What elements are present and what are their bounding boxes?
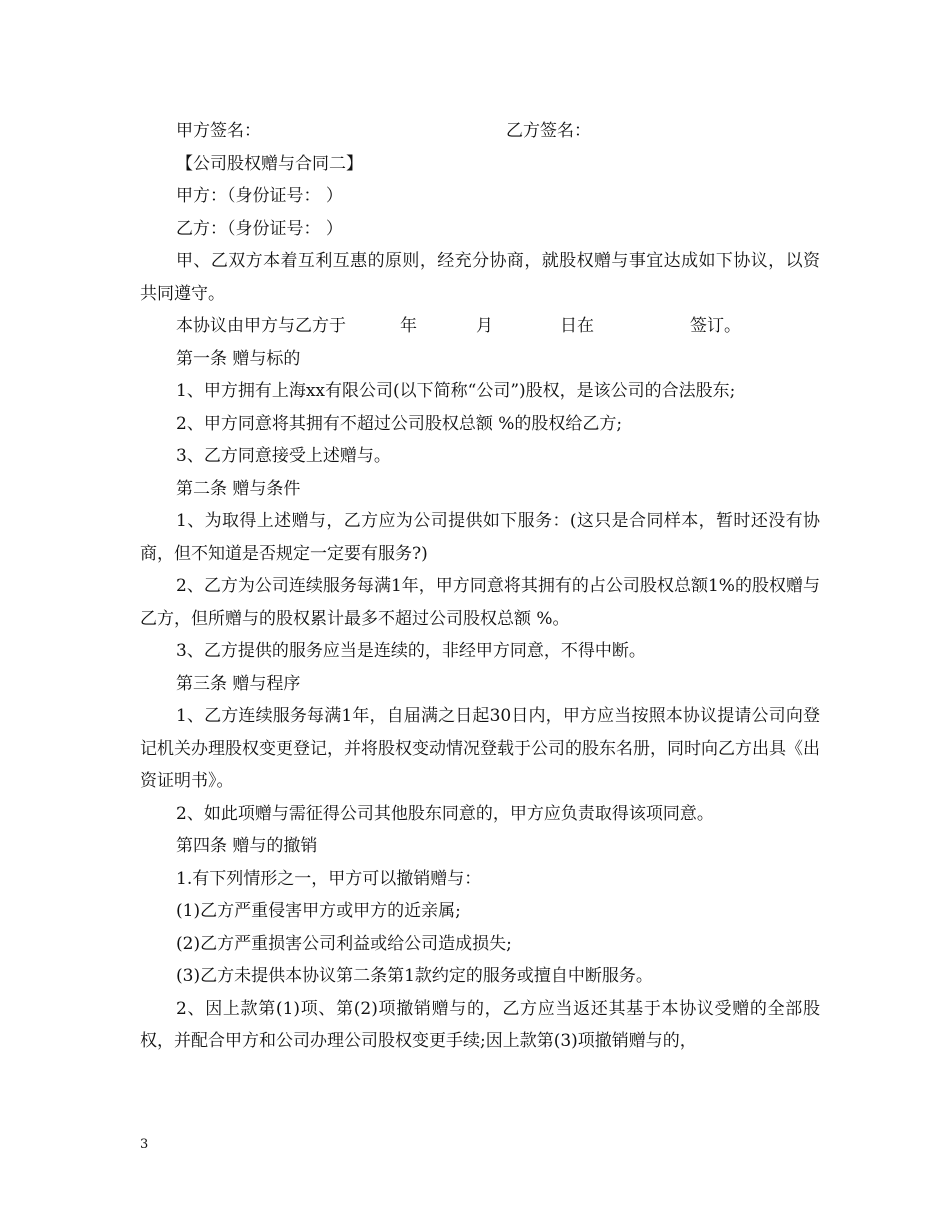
signing-day-at: 日在 <box>560 316 594 336</box>
document-body <box>140 115 820 1058</box>
signing-date-line <box>176 310 820 343</box>
article-2-heading: 第二条 赠与条件 <box>176 478 301 499</box>
article-3-heading: 第三条 赠与程序 <box>176 673 301 694</box>
article-3-clause: 2、如此项赠与需征得公司其他股东同意的，甲方应负责取得该项同意。 <box>176 803 714 824</box>
article-2-clause: 2、乙方为公司连续服务每满1年，甲方同意将其拥有的占公司股权总额1%的股权赠与乙方，但所赠与的股权累计最多不超过公司股权总额 %。 <box>140 576 820 629</box>
article-4-clause-2: 2、因上款第(1)项、第(2)项撤销赠与的，乙方应当返还其基于本协议受赠的全部股权，并配合甲方和公司办理公司股权变更手续;因上款第(3)项撤销赠与的， <box>140 998 820 1051</box>
party-b-line: 乙方：（身份证号： ） <box>176 218 343 239</box>
article-3-clause: 1、乙方连续服务每满1年，自届满之日起30日内，甲方应当按照本协议提请公司向登记机关办理股权变更登记，并将股权变动情况登载于公司的股东名册，同时向乙方出具《出资证明书》。 <box>140 706 820 791</box>
article-4-item: (1)乙方严重侵害甲方或甲方的近亲属; <box>176 901 461 921</box>
signature-row <box>176 115 820 148</box>
signing-month: 月 <box>476 316 493 336</box>
signing-signed: 签订。 <box>690 316 741 336</box>
article-4-heading: 第四条 赠与的撤销 <box>176 836 318 856</box>
article-4-intro: 1.有下列情形之一，甲方可以撤销赠与： <box>176 868 482 889</box>
page-number: 3 <box>140 1137 149 1152</box>
article-1-clause: 3、乙方同意接受上述赠与。 <box>176 446 391 466</box>
contract-title: 【公司股权赠与合同二】 <box>176 153 363 174</box>
party-b-signature-label: 乙方签名： <box>506 121 591 141</box>
preamble-paragraph: 甲、乙双方本着互利互惠的原则，经充分协商，就股权赠与事宜达成如下协议，以资共同遵守。 <box>140 251 820 304</box>
article-1-clause: 2、甲方同意将其拥有不超过公司股权总额 %的股权给乙方; <box>176 413 623 434</box>
party-a-line: 甲方：（身份证号： ） <box>176 186 343 206</box>
article-1-clause: 1、甲方拥有上海xx有限公司(以下简称“公司”)股权，是该公司的合法股东; <box>176 381 736 401</box>
article-1-heading: 第一条 赠与标的 <box>176 348 301 369</box>
signing-prefix: 本协议由甲方与乙方于 <box>176 316 346 336</box>
article-4-item: (2)乙方严重损害公司利益或给公司造成损失; <box>176 933 512 954</box>
party-a-signature-label: 甲方签名： <box>176 121 261 141</box>
signing-year: 年 <box>400 316 417 336</box>
article-2-clause: 1、为取得上述赠与，乙方应为公司提供如下服务：(这只是合同样本，暂时还没有协商，但不知道是否规定一定要有服务?) <box>140 511 820 564</box>
article-4-item: (3)乙方未提供本协议第二条第1款约定的服务或擅自中断服务。 <box>176 966 653 986</box>
article-2-clause: 3、乙方提供的服务应当是连续的，非经甲方同意，不得中断。 <box>176 641 646 661</box>
